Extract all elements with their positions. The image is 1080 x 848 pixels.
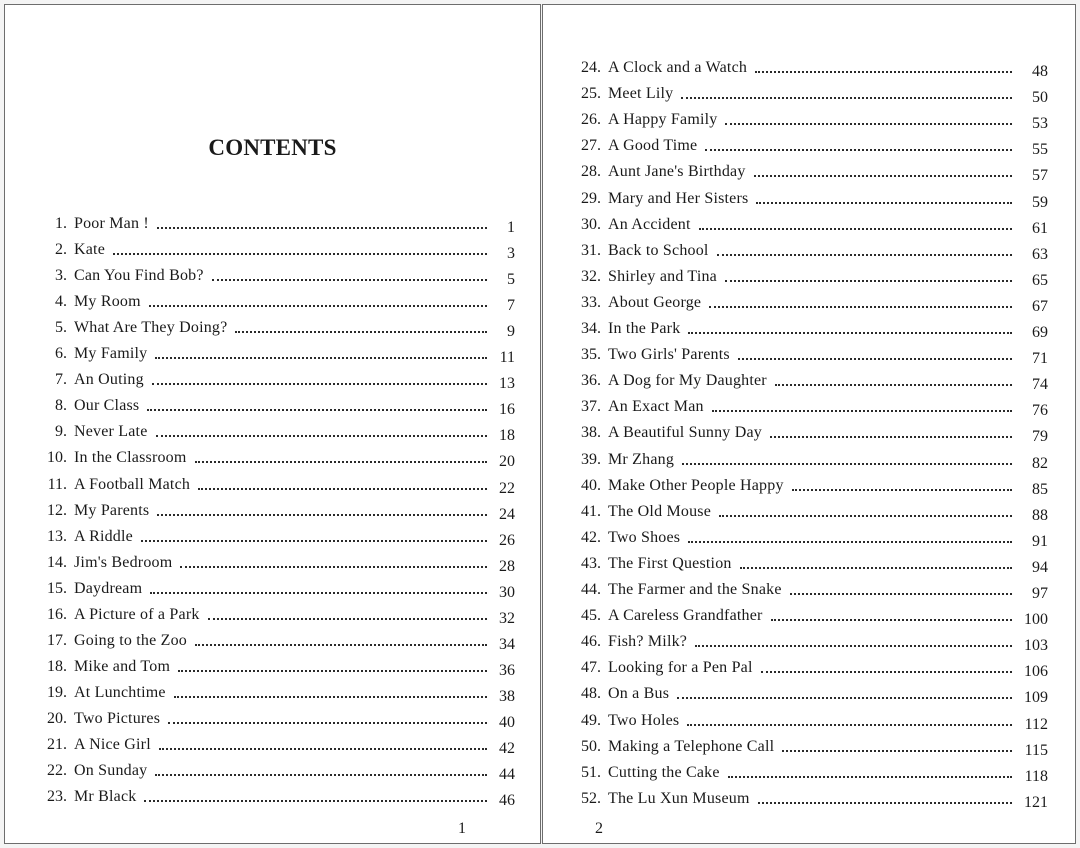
toc-entry xyxy=(25,264,515,289)
entry-title: A Football Match xyxy=(74,475,191,493)
dot-leader xyxy=(755,71,1012,73)
entry-page-number: 46 xyxy=(499,792,515,810)
entry-title: Cutting the Cake xyxy=(608,763,720,781)
dot-leader xyxy=(157,514,487,516)
dot-leader xyxy=(728,776,1012,778)
toc-entry xyxy=(25,420,515,445)
toc-entry xyxy=(563,160,1048,185)
entry-number: 29. xyxy=(581,189,601,207)
toc-entry xyxy=(563,526,1048,548)
entry-number: 37. xyxy=(581,398,601,416)
entry-number: 52. xyxy=(581,789,601,807)
entry-number: 38. xyxy=(581,424,601,442)
entry-number: 36. xyxy=(581,372,601,390)
entry-page-number: 1 xyxy=(507,219,515,236)
entry-page-number: 3 xyxy=(507,245,515,263)
entry-number: 15. xyxy=(47,579,67,597)
entry-title: The Farmer and the Snake xyxy=(608,581,782,598)
toc-entry xyxy=(25,446,515,471)
entry-title: On Sunday xyxy=(74,762,148,780)
entry-title: Daydream xyxy=(74,579,143,597)
entry-number: 3. xyxy=(55,267,67,285)
toc-entry xyxy=(563,213,1048,235)
dot-leader xyxy=(677,697,1012,699)
entry-page-number: 26 xyxy=(499,531,515,549)
dot-leader xyxy=(195,644,487,646)
dot-leader xyxy=(725,280,1012,282)
toc-entry xyxy=(563,317,1048,339)
entry-number: 24. xyxy=(581,59,601,76)
entry-number: 16. xyxy=(47,605,67,623)
toc-entry xyxy=(563,552,1048,574)
entry-title: The Old Mouse xyxy=(608,502,712,520)
entry-title: An Accident xyxy=(608,215,691,233)
dot-leader xyxy=(738,358,1012,360)
entry-number: 21. xyxy=(47,736,67,753)
entry-title: On a Bus xyxy=(608,685,670,703)
entry-page-number: 61 xyxy=(1032,219,1048,237)
dot-leader xyxy=(717,254,1012,256)
page-number-left: 1 xyxy=(458,820,466,837)
dot-leader xyxy=(178,670,487,672)
dot-leader xyxy=(682,463,1012,465)
entry-title: Looking for a Pen Pal xyxy=(608,659,753,677)
entry-page-number: 9 xyxy=(507,323,515,341)
entry-title: Two Girls' Parents xyxy=(608,346,730,364)
entry-number: 19. xyxy=(47,683,67,701)
entry-page-number: 74 xyxy=(1032,376,1048,394)
entry-number: 49. xyxy=(581,711,601,729)
toc-entry xyxy=(25,290,515,315)
entry-number: 35. xyxy=(581,346,601,364)
dot-leader xyxy=(695,645,1012,647)
toc-entry xyxy=(563,239,1048,261)
entry-page-number: 20 xyxy=(499,453,515,471)
toc-entry xyxy=(563,134,1048,159)
entry-number: 34. xyxy=(581,320,601,337)
contents-heading: CONTENTS xyxy=(208,135,337,160)
entry-number: 48. xyxy=(581,685,601,703)
dot-leader xyxy=(150,592,487,594)
dot-leader xyxy=(155,774,487,776)
entry-page-number: 44 xyxy=(499,766,515,784)
right-page xyxy=(542,4,1076,844)
entry-page-number: 28 xyxy=(499,557,515,575)
entry-page-number: 112 xyxy=(1024,715,1048,733)
toc-entry xyxy=(563,474,1048,496)
entry-number: 9. xyxy=(55,423,67,441)
entry-number: 26. xyxy=(581,111,601,129)
entry-page-number: 109 xyxy=(1024,689,1048,707)
entry-title: A Careless Grandfather xyxy=(608,607,763,625)
entry-number: 42. xyxy=(581,528,601,546)
entry-page-number: 67 xyxy=(1032,297,1048,315)
dot-leader xyxy=(174,696,487,698)
entry-page-number: 121 xyxy=(1024,793,1048,811)
entry-page-number: 32 xyxy=(499,609,515,627)
toc-entry xyxy=(25,577,515,599)
toc-entry xyxy=(25,525,515,547)
toc-entry xyxy=(563,187,1048,209)
toc-entry xyxy=(563,761,1048,783)
dot-leader xyxy=(709,306,1012,308)
entry-title: Back to School xyxy=(608,241,709,259)
entry-number: 39. xyxy=(581,450,601,468)
entry-page-number: 82 xyxy=(1032,454,1048,472)
page-number-right: 2 xyxy=(595,820,603,837)
entry-title: A Nice Girl xyxy=(74,736,151,753)
entry-title: A Picture of a Park xyxy=(74,605,200,623)
entry-page-number: 88 xyxy=(1032,506,1048,524)
entry-number: 1. xyxy=(55,215,67,232)
entry-number: 12. xyxy=(47,501,67,519)
toc-entry xyxy=(25,394,515,419)
entry-title: Going to the Zoo xyxy=(74,631,187,649)
entry-title: Can You Find Bob? xyxy=(74,267,204,285)
toc-entry xyxy=(25,603,515,625)
entry-title: Mr Zhang xyxy=(608,450,675,468)
toc-entry xyxy=(563,630,1048,655)
entry-page-number: 71 xyxy=(1032,350,1048,368)
toc-entry xyxy=(25,759,515,784)
entry-page-number: 55 xyxy=(1032,141,1048,159)
entry-number: 41. xyxy=(581,502,601,520)
dot-leader xyxy=(688,541,1012,543)
toc-entry xyxy=(563,500,1048,522)
entry-title: In the Classroom xyxy=(74,449,187,467)
entry-number: 18. xyxy=(47,657,67,675)
entry-page-number: 48 xyxy=(1032,63,1048,80)
toc-entry xyxy=(25,212,515,234)
entry-title: My Room xyxy=(74,293,141,311)
dot-leader xyxy=(719,515,1012,517)
toc-entry xyxy=(563,578,1048,600)
entry-title: Jim's Bedroom xyxy=(74,553,173,571)
toc-entry xyxy=(25,551,515,573)
dot-leader xyxy=(740,567,1012,569)
toc-entry xyxy=(563,709,1048,731)
entry-page-number: 85 xyxy=(1032,480,1048,498)
toc-entry xyxy=(563,343,1048,368)
toc-entry xyxy=(563,291,1048,313)
dot-leader xyxy=(235,331,487,333)
dot-leader xyxy=(157,227,487,229)
entry-title: Two Holes xyxy=(608,711,680,729)
entry-title: Kate xyxy=(74,241,106,259)
entry-page-number: 76 xyxy=(1032,402,1048,420)
toc-entry xyxy=(563,82,1048,107)
dot-leader xyxy=(725,123,1012,125)
entry-page-number: 42 xyxy=(499,740,515,757)
dot-leader xyxy=(792,489,1012,491)
entry-number: 23. xyxy=(47,788,67,806)
entry-number: 51. xyxy=(581,763,601,781)
entry-page-number: 63 xyxy=(1032,245,1048,263)
entry-number: 20. xyxy=(47,709,67,727)
dot-leader xyxy=(180,566,487,568)
entry-title: Fish? Milk? xyxy=(608,633,688,651)
entry-page-number: 16 xyxy=(499,401,515,419)
entry-page-number: 94 xyxy=(1032,558,1048,576)
entry-title: A Happy Family xyxy=(608,111,718,129)
entry-page-number: 11 xyxy=(499,349,515,367)
entry-number: 30. xyxy=(581,215,601,233)
dot-leader xyxy=(212,279,487,281)
dot-leader xyxy=(155,357,487,359)
dot-leader xyxy=(782,750,1012,752)
entry-title: My Family xyxy=(74,345,148,363)
entry-number: 44. xyxy=(581,581,601,598)
entry-number: 6. xyxy=(55,345,67,363)
entry-number: 17. xyxy=(47,631,67,649)
entry-page-number: 13 xyxy=(499,375,515,393)
entry-title: Meet Lily xyxy=(608,85,674,103)
dot-leader xyxy=(712,410,1012,412)
entry-number: 14. xyxy=(47,553,67,571)
entry-title: Poor Man ! xyxy=(74,215,149,232)
dot-leader xyxy=(761,671,1012,673)
entry-number: 7. xyxy=(55,371,67,389)
entry-title: Shirley and Tina xyxy=(608,267,717,285)
entry-title: The First Question xyxy=(608,554,732,572)
toc-entry xyxy=(25,681,515,703)
dot-leader xyxy=(141,540,487,542)
entry-number: 11. xyxy=(47,475,67,493)
entry-number: 2. xyxy=(55,241,67,259)
toc-entry xyxy=(25,316,515,341)
dot-leader xyxy=(699,228,1012,230)
dot-leader xyxy=(756,202,1012,204)
left-page xyxy=(4,4,541,844)
entry-number: 46. xyxy=(581,633,601,651)
entry-number: 27. xyxy=(581,137,601,155)
dot-leader xyxy=(790,593,1012,595)
dot-leader xyxy=(159,748,487,750)
dot-leader xyxy=(688,332,1012,334)
dot-leader xyxy=(705,149,1012,151)
toc-entry xyxy=(563,787,1048,809)
toc-entry xyxy=(25,733,515,755)
dot-leader xyxy=(147,409,487,411)
entry-title: The Lu Xun Museum xyxy=(608,789,750,807)
entry-page-number: 59 xyxy=(1032,193,1048,211)
entry-page-number: 36 xyxy=(499,661,515,679)
entry-number: 33. xyxy=(581,293,601,311)
dot-leader xyxy=(149,305,487,307)
toc-entry xyxy=(25,499,515,521)
dot-leader xyxy=(144,800,487,802)
toc-entry xyxy=(563,265,1048,287)
entry-title: Make Other People Happy xyxy=(608,476,784,494)
entry-page-number: 18 xyxy=(499,427,515,445)
entry-title: Aunt Jane's Birthday xyxy=(608,163,746,181)
entry-number: 31. xyxy=(581,241,601,259)
dot-leader xyxy=(771,619,1012,621)
dot-leader xyxy=(152,383,487,385)
toc-entry xyxy=(25,785,515,810)
toc-entry xyxy=(563,682,1048,707)
entry-page-number: 100 xyxy=(1024,611,1048,629)
toc-entry xyxy=(25,342,515,367)
entry-number: 43. xyxy=(581,554,601,572)
entry-number: 28. xyxy=(581,163,601,181)
entry-page-number: 103 xyxy=(1024,637,1048,655)
toc-entry xyxy=(25,238,515,263)
entry-number: 5. xyxy=(55,319,67,337)
toc-entry xyxy=(563,735,1048,757)
entry-page-number: 50 xyxy=(1032,89,1048,107)
entry-page-number: 7 xyxy=(507,297,515,315)
entry-number: 45. xyxy=(581,607,601,625)
dot-leader xyxy=(758,802,1012,804)
toc-entry xyxy=(25,368,515,393)
entry-page-number: 53 xyxy=(1032,115,1048,133)
entry-title: An Outing xyxy=(74,371,144,389)
toc-entry xyxy=(25,655,515,677)
toc-entry xyxy=(563,395,1048,420)
entry-title: A Beautiful Sunny Day xyxy=(608,424,762,442)
entry-title: At Lunchtime xyxy=(74,683,166,701)
toc-entry xyxy=(563,604,1048,629)
entry-number: 50. xyxy=(581,737,601,755)
toc-entry xyxy=(563,108,1048,133)
entry-title: A Dog for My Daughter xyxy=(608,372,767,390)
entry-title: Making a Telephone Call xyxy=(608,737,775,755)
entry-number: 8. xyxy=(55,397,67,415)
entry-number: 4. xyxy=(55,293,67,311)
entry-page-number: 38 xyxy=(499,687,515,705)
entry-number: 22. xyxy=(47,762,67,780)
toc-entry xyxy=(563,448,1048,470)
entry-number: 25. xyxy=(581,85,601,103)
entry-title: Two Shoes xyxy=(608,528,681,546)
entry-page-number: 22 xyxy=(499,479,515,497)
entry-number: 10. xyxy=(47,449,67,467)
entry-title: An Exact Man xyxy=(608,398,704,416)
dot-leader xyxy=(681,97,1012,99)
entry-title: In the Park xyxy=(608,320,681,337)
entry-title: A Clock and a Watch xyxy=(608,59,748,76)
dot-leader xyxy=(198,488,487,490)
entry-page-number: 34 xyxy=(499,635,515,653)
dot-leader xyxy=(195,461,487,463)
toc-entry xyxy=(25,629,515,651)
dot-leader xyxy=(754,175,1012,177)
entry-page-number: 5 xyxy=(507,271,515,289)
toc-entry xyxy=(563,656,1048,681)
dot-leader xyxy=(208,618,487,620)
entry-page-number: 30 xyxy=(499,583,515,601)
entry-page-number: 79 xyxy=(1032,428,1048,446)
dot-leader xyxy=(775,384,1012,386)
entry-page-number: 69 xyxy=(1032,324,1048,341)
entry-page-number: 57 xyxy=(1032,167,1048,185)
dot-leader xyxy=(687,724,1012,726)
entry-page-number: 97 xyxy=(1032,585,1048,602)
entry-page-number: 65 xyxy=(1032,271,1048,289)
entry-title: A Riddle xyxy=(74,527,133,545)
toc-entry xyxy=(563,56,1048,78)
entry-title: Two Pictures xyxy=(74,709,161,727)
toc-entry xyxy=(563,369,1048,394)
entry-page-number: 118 xyxy=(1024,767,1048,785)
entry-number: 40. xyxy=(581,476,601,494)
entry-number: 13. xyxy=(47,527,67,545)
entry-page-number: 115 xyxy=(1024,741,1048,759)
dot-leader xyxy=(113,253,487,255)
dot-leader xyxy=(168,722,487,724)
entry-title: Our Class xyxy=(74,397,140,415)
entry-page-number: 24 xyxy=(499,505,515,523)
entry-title: My Parents xyxy=(74,501,150,519)
entry-title: A Good Time xyxy=(608,137,698,155)
dot-leader xyxy=(156,435,487,437)
entry-title: About George xyxy=(608,293,702,311)
toc-entry xyxy=(25,707,515,729)
toc-entry xyxy=(563,421,1048,446)
entry-page-number: 40 xyxy=(499,713,515,731)
entry-number: 47. xyxy=(581,659,601,677)
entry-title: Never Late xyxy=(74,423,148,441)
entry-page-number: 91 xyxy=(1032,532,1048,550)
entry-page-number: 106 xyxy=(1024,663,1048,681)
entry-title: Mary and Her Sisters xyxy=(608,189,749,207)
dot-leader xyxy=(770,436,1012,438)
entry-title: Mike and Tom xyxy=(74,657,171,675)
entry-title: What Are They Doing? xyxy=(74,319,228,337)
toc-entry xyxy=(25,473,515,495)
entry-title: Mr Black xyxy=(74,788,137,806)
entry-number: 32. xyxy=(581,267,601,285)
